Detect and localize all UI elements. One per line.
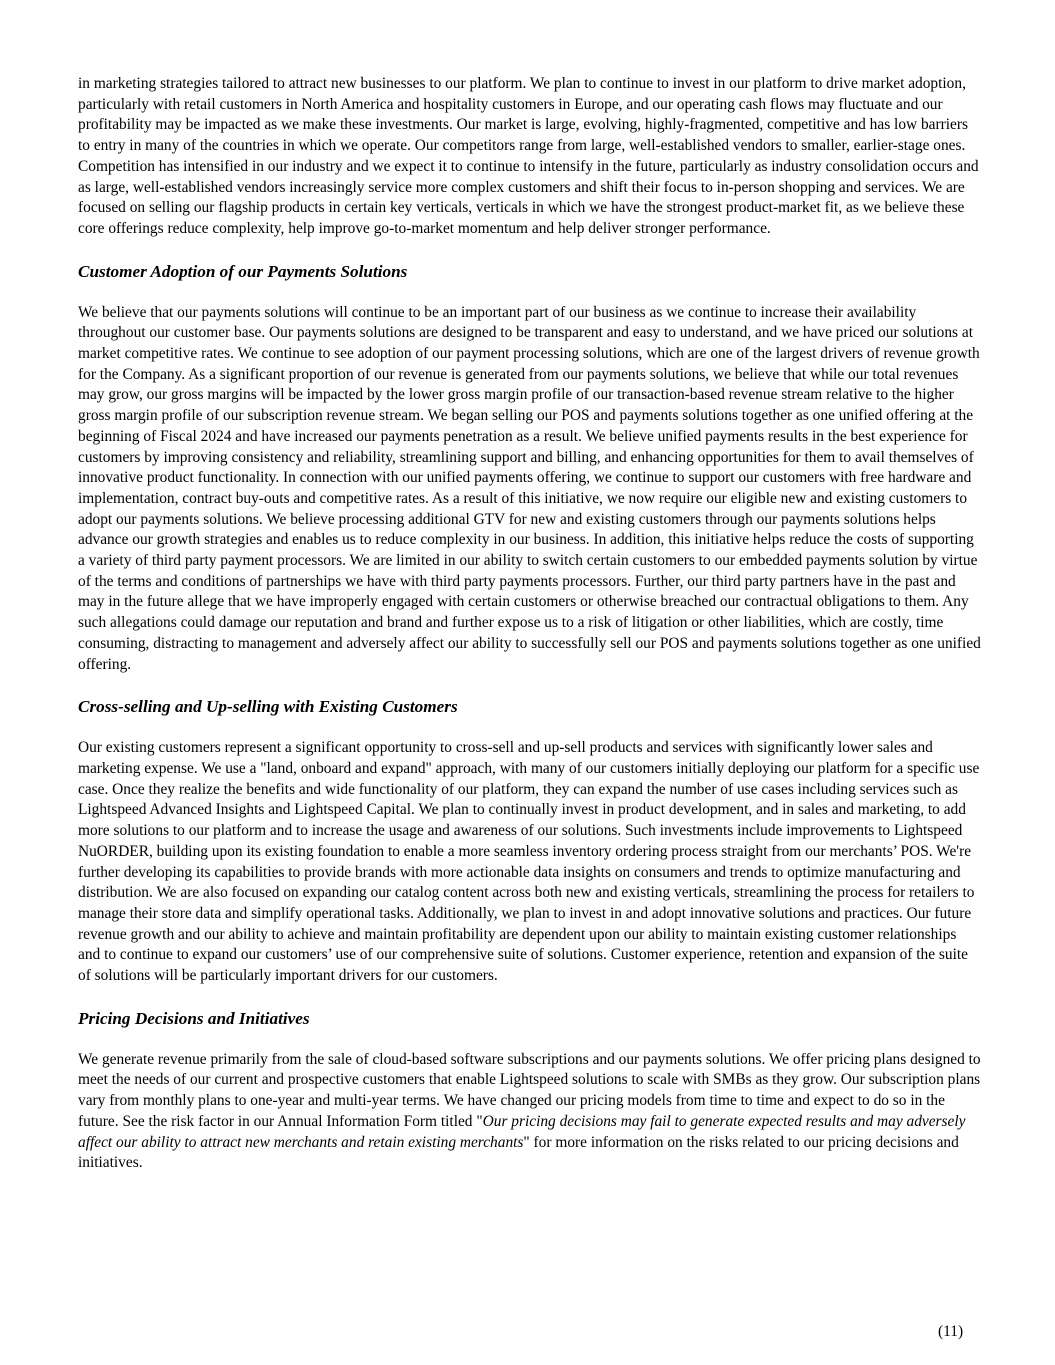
risk-factor-title: Our pricing decisions may fail to generate expected results and may adversely affect our ability to attract new merchants and retain existing merchants	[78, 1112, 966, 1151]
section-heading-pricing: Pricing Decisions and Initiatives	[78, 1008, 310, 1028]
section-heading-payments: Customer Adoption of our Payments Solutions	[78, 261, 408, 281]
section-body-payments: We believe that our payments solutions will continue to be an important part of our business as we continue to increase their availability throughout our customer base. Our payments solutions are designed to be transparent and easy to understand, and we have priced our solutions at market competitive rates. We continue to see adoption of our payment processing solutions, which are one of the largest drivers of revenue growth for the Company. As a significant proportion of our revenue is generated from our payments solutions, we believe that while our total revenues may grow, our gross margins will be impacted by the lower gross margin profile of our transaction-based revenue stream relative to the higher gross margin profile of our subscription revenue stream. We began selling our POS and payments solutions together as one unified offering at the beginning of Fiscal 2024 and have increased our payments penetration as a result. We believe unified payments results in the best experience for customers by improving consistency and reliability, streamlining support and billing, and enhancing opportunities for them to avail themselves of innovative product functionality. In connection with our unified payments offering, we continue to support our customers with free hardware and implementation, contract buy-outs and competitive rates. As a result of this initiative, we now require our eligible new and existing customers to adopt our payments solutions. We believe processing additional GTV for new and existing customers through our payments solutions helps advance our growth strategies and enables us to reduce complexity in our business. In addition, this initiative helps reduce the costs of supporting a variety of third party payment processors. We are limited in our ability to switch certain customers to our embedded payments solution by virtue of the terms and conditions of partnerships we have with third party payments processors. Further, our third party partners have in the past and may in the future allege that we have improperly engaged with certain customers or otherwise breached our contractual obligations to them. Any such allegations could damage our reputation and brand and further expose us to a risk of litigation or other liabilities, which are costly, time consuming, distracting to management and adversely affect our ability to successfully sell our POS and payments solutions together as one unified offering.	[78, 303, 981, 673]
section-body-cross-selling: Our existing customers represent a significant opportunity to cross-sell and up-sell products and services with significantly lower sales and marketing expense. We use a "land, onboard and expand" approach, with many of our customers initially deploying our platform for a specific use case. Once they realize the benefits and wide functionality of our platform, they can expand the number of use cases including services such as Lightspeed Advanced Insights and Lightspeed Capital. We plan to continually invest in product development, and in sales and marketing, to add more solutions to our platform and to increase the usage and awareness of our solutions. Such investments include improvements to Lightspeed NuORDER, building upon its existing foundation to enable a more seamless inventory ordering process straight from our merchants’ POS. We're further developing its capabilities to provide brands with more actionable data insights on consumers and trends to optimize manufacturing and distribution. We are also focused on expanding our catalog content across both new and existing verticals, streamlining the process for retailers to manage their store data and simplify operational tasks. Additionally, we plan to invest in and adopt innovative solutions and practices. Our future revenue growth and our ability to achieve and maintain profitability are dependent upon our ability to maintain existing customer relationships and to continue to expand our customers’ use of our comprehensive suite of solutions. Customer experience, retention and expansion of the suite of solutions will be particularly important drivers for our customers.	[78, 739, 980, 985]
section-body-pricing	[78, 1050, 981, 1174]
intro-paragraph: in marketing strategies tailored to attract new businesses to our platform. We plan to continue to invest in our platform to drive market adoption, particularly with retail customers in North America and hospitality customers in Europe, and our operating cash flows may fluctuate and our profitability may be impacted as we make these investments. Our market is large, evolving, highly-fragmented, competitive and has low barriers to entry in many of the countries in which we operate. Our competitors range from large, well-established vendors to smaller, earlier-stage ones. Competition has intensified in our industry and we expect it to continue to intensify in the future, particularly as industry consolidation occurs and as large, well-established vendors increasingly service more complex customers and shift their focus to in-person shopping and services. We are focused on selling our flagship products in certain key verticals, verticals in which we have the strongest product-market fit, as we believe these core offerings reduce complexity, help improve go-to-market momentum and help deliver stronger performance.	[78, 75, 979, 237]
page-number: (11)	[938, 1323, 964, 1340]
document-page	[78, 74, 981, 1174]
pricing-body-start: We generate revenue primarily from the sale of cloud-based software subscriptions and our payments solutions. We offer pricing plans designed to meet the needs of our current and prospective customers that enable Lightspeed solutions to scale with SMBs as they grow. Our subscription plans vary from monthly plans to one-year and multi-year terms. We have changed our pricing models from time to time and expect to do so in the future. See the risk factor in our Annual Information Form titled "	[78, 1050, 981, 1130]
section-heading-cross-selling: Cross-selling and Up-selling with Existing Customers	[78, 697, 458, 717]
pricing-body-end: " for more information on the risks related to our pricing decisions and initiatives.	[78, 1133, 959, 1172]
